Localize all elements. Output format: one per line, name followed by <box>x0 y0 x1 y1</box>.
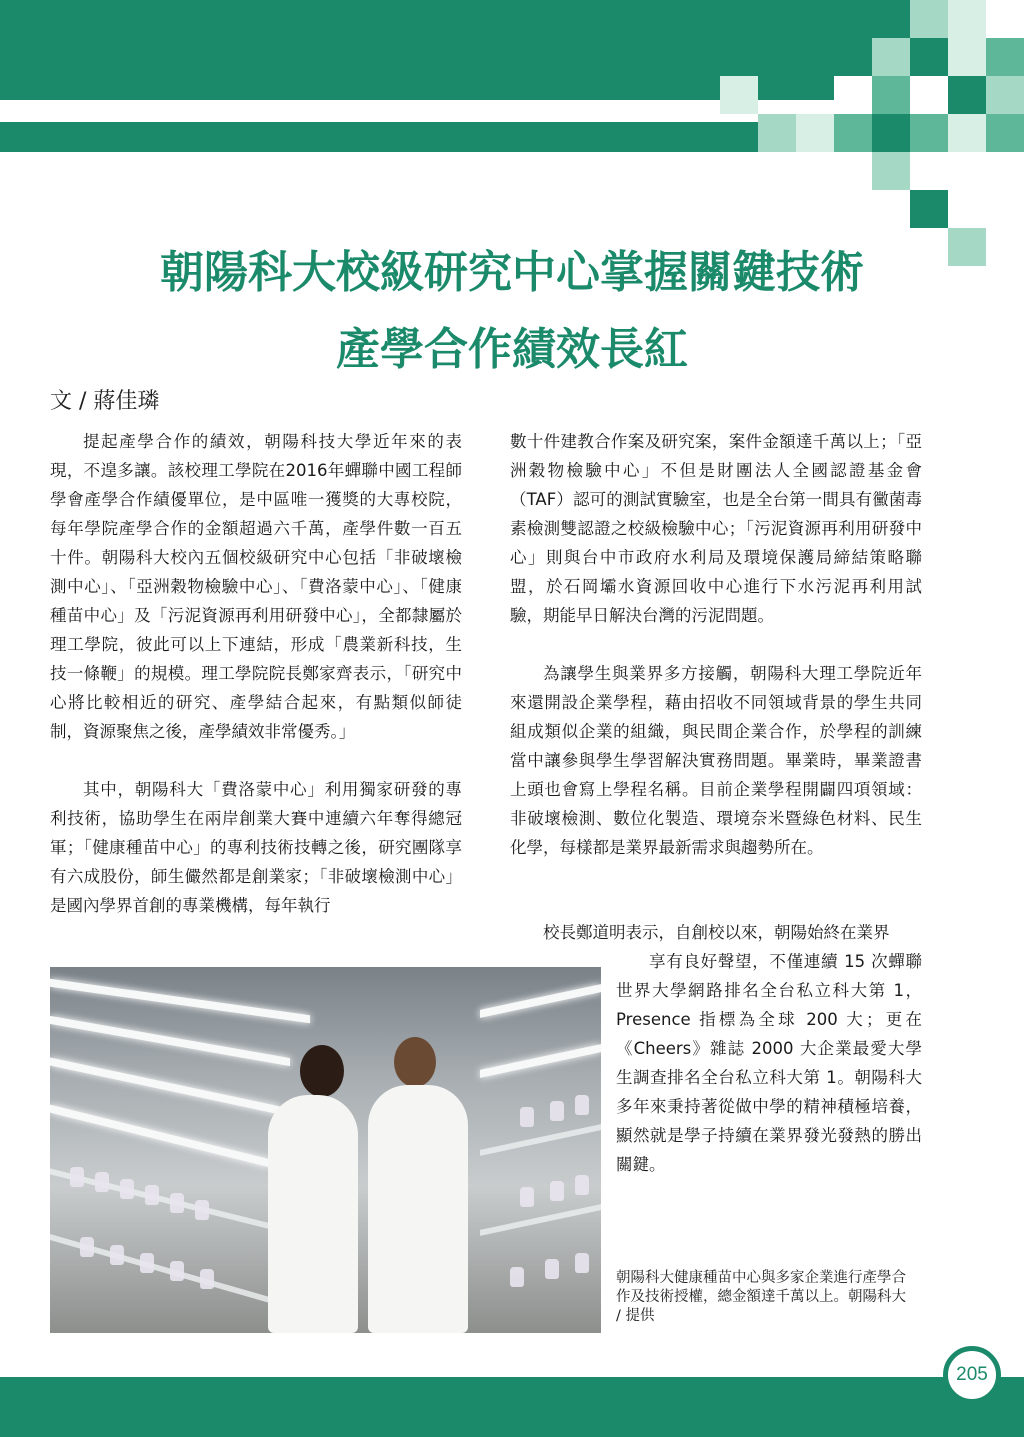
page-number-badge <box>943 1346 1001 1404</box>
paragraph: 提起產學合作的績效，朝陽科技大學近年來的表現，不遑多讓。該校理工學院在2016年蟬聯中國工程師學會產學合作績優單位，是中區唯一獲獎的大專校院，每年學院產學合作的金額超過六千萬，產學件數一百五十件。朝陽科大校內五個校級研究中心包括「非破壞檢測中心」、「亞洲穀物檢驗中心」、「費洛蒙中心」、「健康種苗中心」及「污泥資源再利用研發中心」，全都隸屬於理工學院，彼此可以上下連結，形成「農業新科技，生技一條鞭」的規模。理工學院院長鄭家齊表示，「研究中心將比較相近的研究、產學結合起來，有點類似師徒制，資源聚焦之後，產學績效非常優秀。」 <box>50 432 462 741</box>
paragraph: 享有良好聲望，不僅連續 15 次蟬聯世界大學網路排名全台私立科大第 1，Presence 指標為全球 200 大；更在《Cheers》雜誌 2000 大企業最愛大學生調查排名全台私立科大第 1。朝陽科大多年來秉持著從做中學的精神積極培養，顯然就是學子持續在業界發光發熱的勝出關鍵。 <box>616 952 922 1174</box>
article-title-line1: 朝陽科大校級研究中心掌握關鍵技術 <box>160 247 864 298</box>
paragraph: 校長鄭道明表示，自創校以來，朝陽始終在業界 <box>543 923 890 942</box>
article-left-column <box>50 427 462 949</box>
footer-band <box>0 1377 1024 1437</box>
article-right-column-final <box>616 947 922 1179</box>
article-right-column-final-first-line <box>510 918 922 947</box>
paragraph: 為讓學生與業界多方接觸，朝陽科大理工學院近年來還開設企業學程，藉由招收不同領域背景的學生共同組成類似企業的組織，與民間企業合作，於學程的訓練當中讓參與學生學習解決實務問題。畢業時，畢業證書上頭也會寫上學程名稱。目前企業學程開闢四項領域：非破壞檢測、數位化製造、環境奈米暨綠色材料、民生化學，每樣都是業界最新需求與趨勢所在。 <box>510 664 922 857</box>
paragraph: 數十件建教合作案及研究案，案件金額達千萬以上；「亞洲穀物檢驗中心」不但是財團法人全國認證基金會（TAF）認可的測試實驗室，也是全台第一間具有黴菌毒素檢測雙認證之校級檢驗中心；「污泥資源再利用研發中心」則與台中市政府水利局及環境保護局締結策略聯盟，於石岡壩水資源回收中心進行下水污泥再利用試驗，期能早日解決台灣的污泥問題。 <box>510 432 922 625</box>
lab-photo <box>50 967 601 1333</box>
article-right-column <box>510 427 922 891</box>
article-title-line2: 產學合作績效長紅 <box>336 324 688 375</box>
photo-caption: 朝陽科大健康種苗中心與多家企業進行產學合作及技術授權，總金額達千萬以上。朝陽科大 / 提供 <box>616 1270 906 1324</box>
page-number: 205 <box>956 1364 988 1385</box>
byline: 文 / 蔣佳璘 <box>50 389 160 414</box>
paragraph: 其中，朝陽科大「費洛蒙中心」利用獨家研發的專利技術，協助學生在兩岸創業大賽中連續六年奪得總冠軍；「健康種苗中心」的專利技術技轉之後，研究團隊享有六成股份，師生儼然都是創業家；「非破壞檢測中心」是國內學界首創的專業機構，每年執行 <box>50 780 462 915</box>
